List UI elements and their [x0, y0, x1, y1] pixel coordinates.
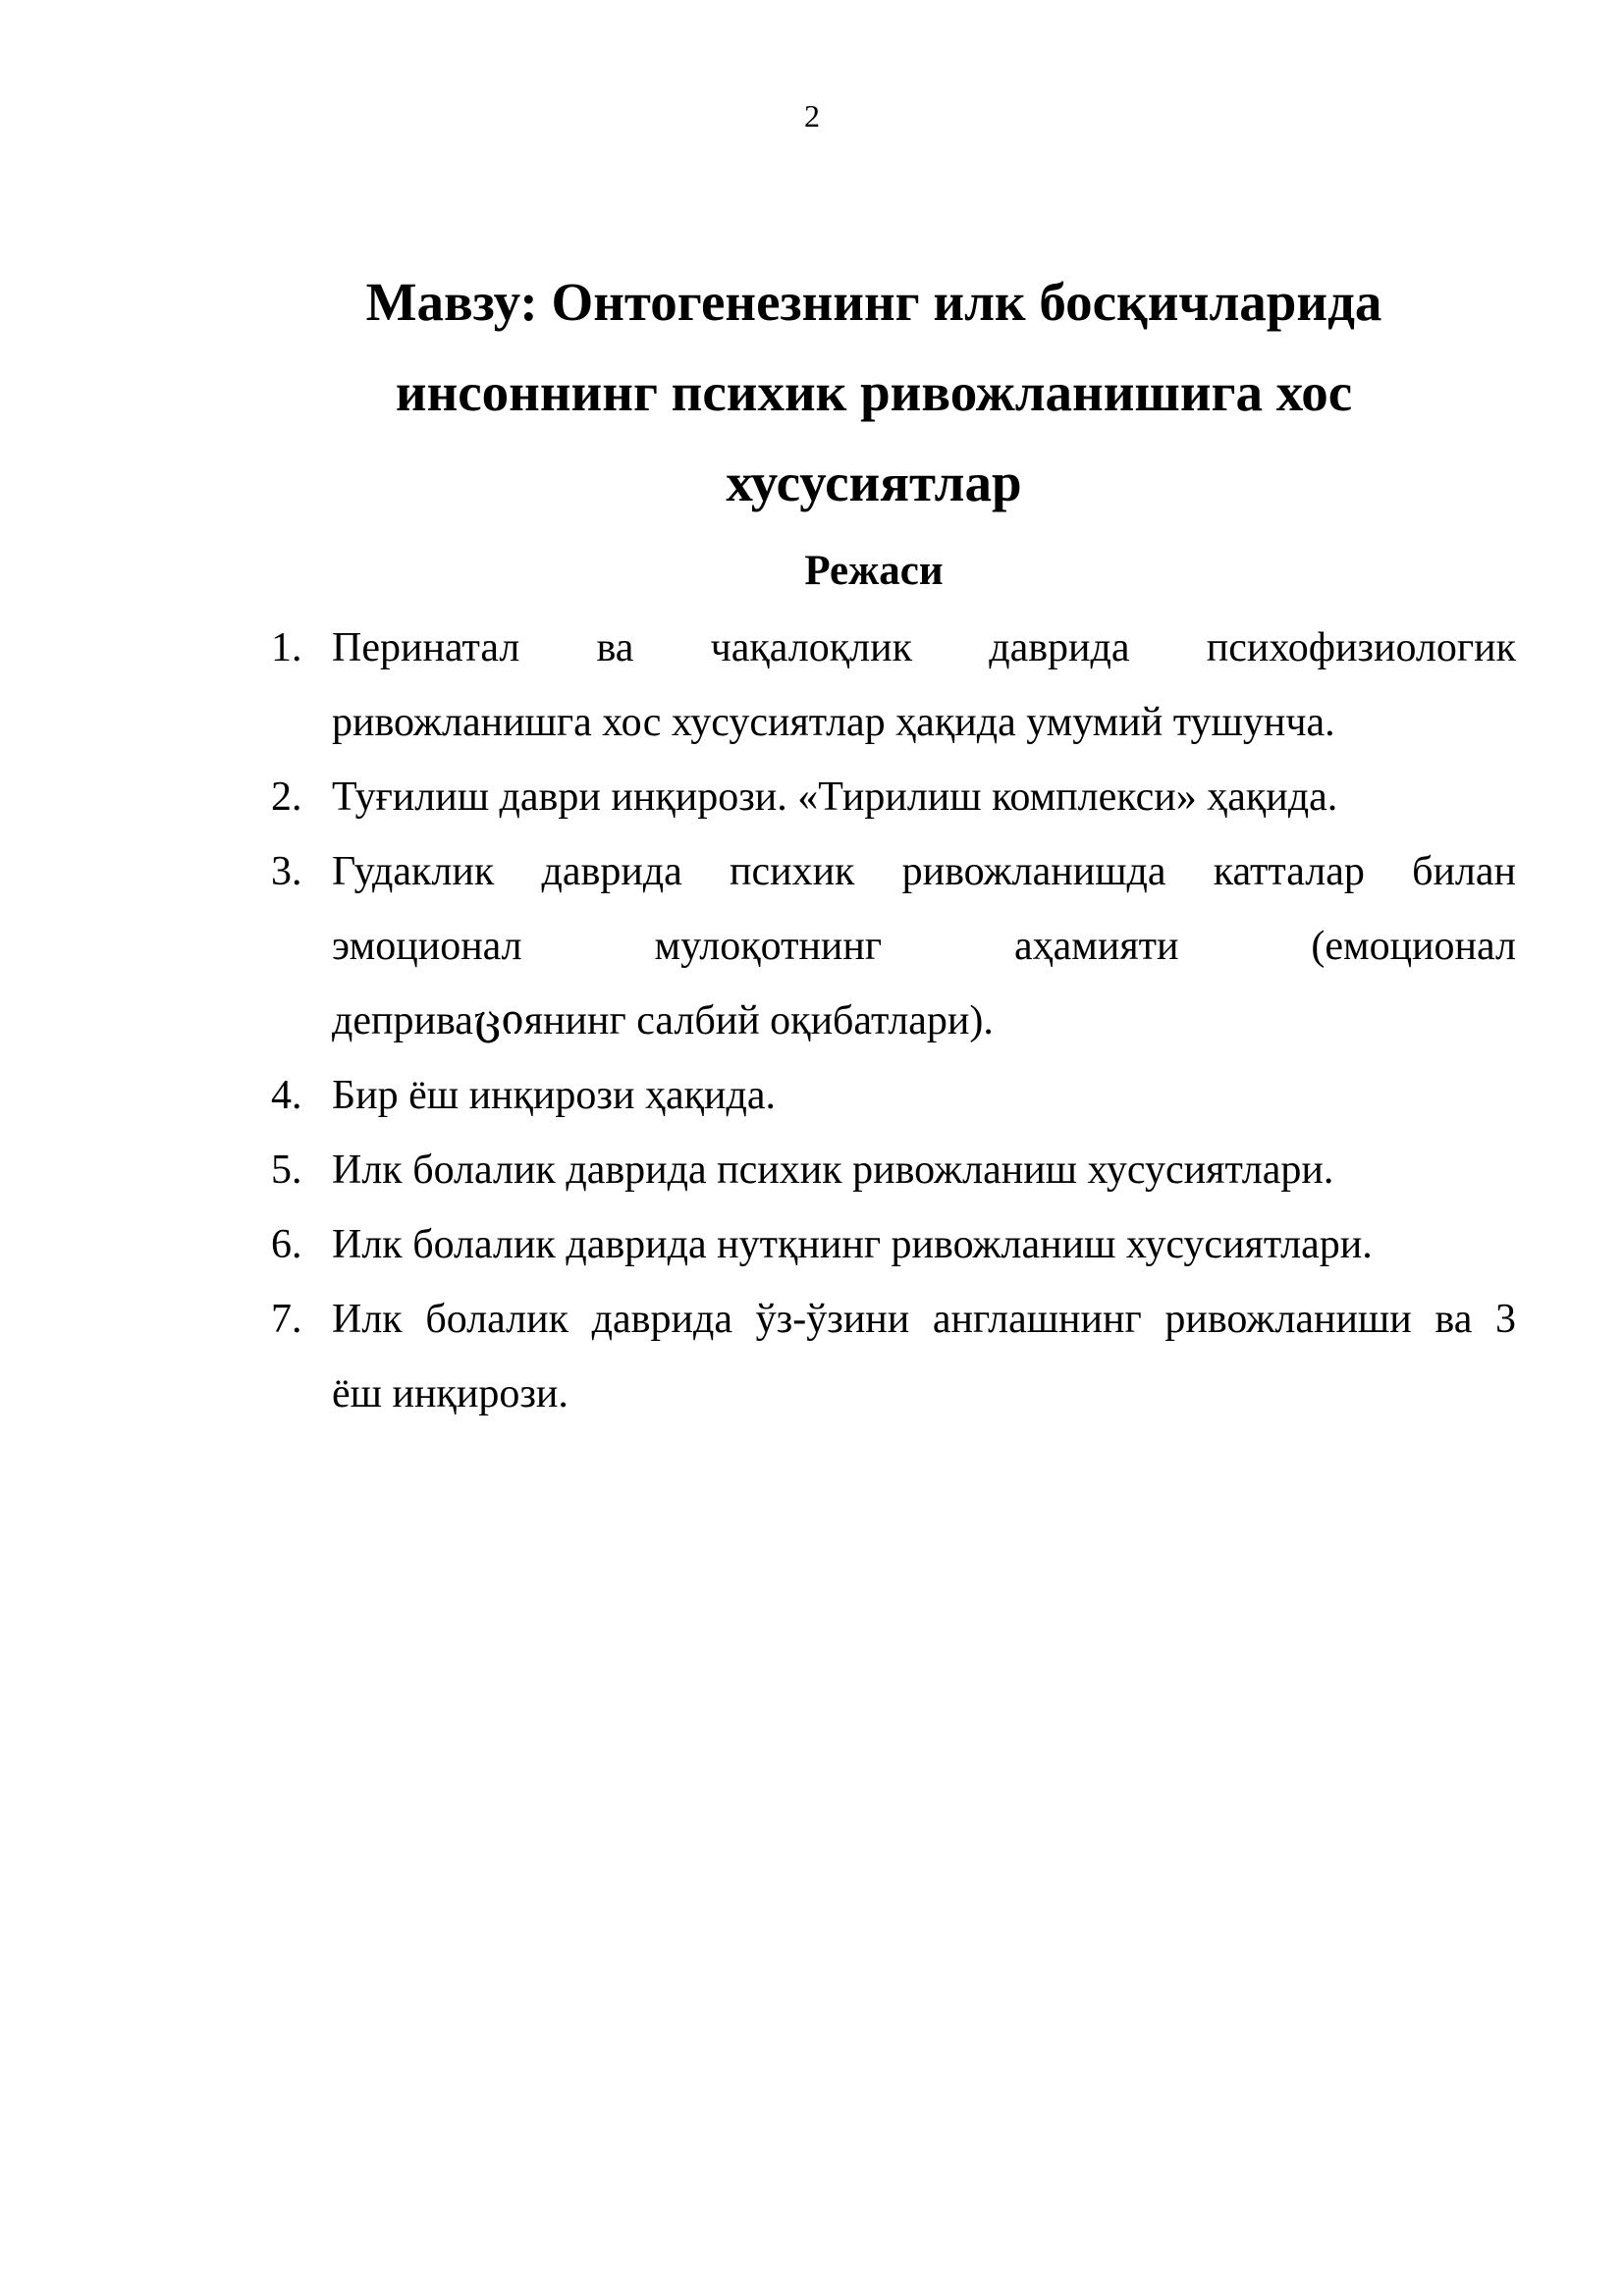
page-number: 2 [804, 98, 820, 133]
plan-item-line: Илк болалик даврида ўз-ўзини англашнинг ривожланиши ва 3 [332, 1297, 1516, 1342]
plan-item-number: 4. [271, 1073, 302, 1118]
title-line-1: Мавзу: Онтогенезнинг илк босқичларида [365, 272, 1382, 332]
title-line-3: хусусиятлар [726, 453, 1022, 512]
plan-item-5 [271, 1133, 1516, 1207]
plan-item-6 [271, 1207, 1516, 1282]
plan-item-1 [271, 611, 1516, 760]
plan-heading: Режаси [804, 548, 944, 594]
plan-item-line: эмоционал мулоқотнинг аҳамияти (емоционал [332, 924, 1516, 969]
plan-item-line: Бир ёш инқирози ҳақида. [332, 1073, 777, 1118]
plan-item-number: 2. [271, 774, 302, 820]
plan-item-line: ривожланишга хос хусусиятлар ҳақида умумий тушунча. [332, 700, 1335, 745]
plan-item-line: деприваციянинг салбий оқибатлари). [332, 998, 994, 1043]
title-line-2: инсоннинг психик ривожланишига хос [395, 362, 1353, 422]
plan-item-number: 3. [271, 849, 302, 894]
plan-item-line: ёш инқирози. [332, 1371, 568, 1416]
plan-item-line: Гудаклик даврида психик ривожланишда катталар билан [332, 849, 1516, 894]
plan-list [271, 611, 1516, 1431]
plan-item-2 [271, 760, 1516, 834]
page-title [334, 257, 1414, 528]
plan-item-4 [271, 1058, 1516, 1133]
plan-item-line: Илк болалик даврида психик ривожланиш хусусиятлари. [332, 1148, 1334, 1193]
plan-item-line: Илк болалик даврида нутқнинг ривожланиш хусусиятлари. [332, 1222, 1373, 1267]
plan-item-3 [271, 834, 1516, 1058]
plan-item-line: Туғилиш даври инқирози. «Тирилиш комплекси» ҳақида. [332, 774, 1338, 820]
plan-item-line: Перинатал ва чақалоқлик даврида психофизиологик [332, 625, 1516, 670]
plan-item-number: 5. [271, 1148, 302, 1193]
plan-item-number: 1. [271, 625, 302, 670]
plan-item-7 [271, 1282, 1516, 1431]
plan-item-number: 7. [271, 1297, 302, 1342]
plan-item-number: 6. [271, 1222, 302, 1267]
